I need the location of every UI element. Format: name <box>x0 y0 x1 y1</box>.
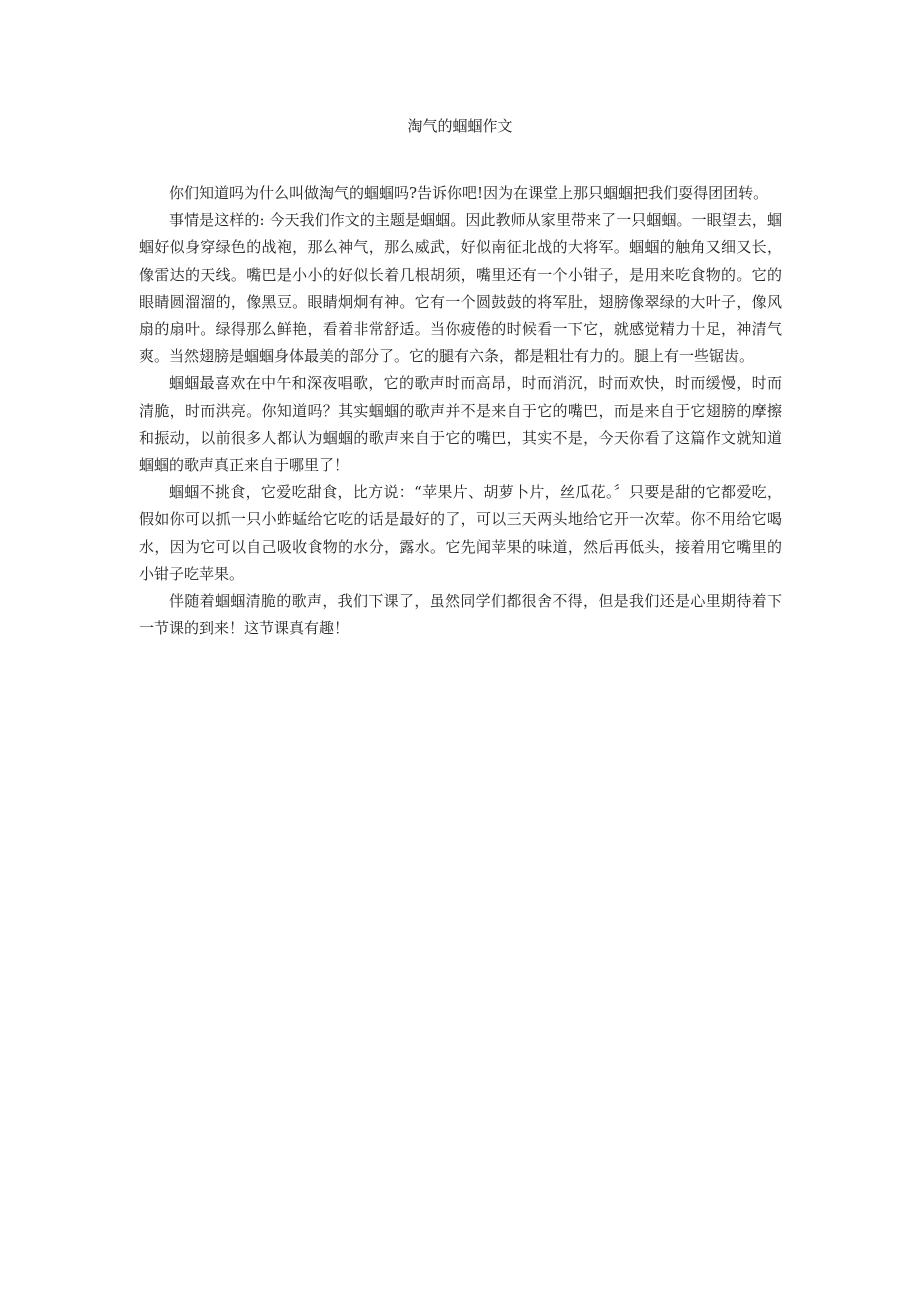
document-body <box>139 180 782 642</box>
document-title: 淘气的蝈蝈作文 <box>407 117 513 135</box>
paragraph-1: 你们知道吗为什么叫做淘气的蝈蝈吗?告诉你吧!因为在课堂上那只蝈蝈把我们耍得团团转。 <box>169 184 769 202</box>
paragraph-5: 伴随着蝈蝈清脆的歌声，我们下课了，虽然同学们都很舍不得，但是我们还是心里期待着下一节课的到来！这节课真有趣！ <box>139 592 782 638</box>
paragraph-2: 事情是这样的: 今天我们作文的主题是蝈蝈。因此教师从家里带来了一只蝈蝈。一眼望去，蝈蝈好似身穿绿色的战袍，那么神气，那么威武，好似南征北战的大将军。蝈蝈的触角又细又长，像雷达的天线。嘴巴是小小的好似长着几根胡须，嘴里还有一个小钳子，是用来吃食物的。它的眼睛圆溜溜的，像黑豆。眼睛炯炯有神。它有一个圆鼓鼓的将军肚，翅膀像翠绿的大叶子，像风扇的扇叶。绿得那么鲜艳，看着非常舒适。当你疲倦的时候看一下它，就感觉精力十足，神清气爽。当然翅膀是蝈蝈身体最美的部分了。它的腿有六条，都是粗壮有力的。腿上有一些锯齿。 <box>139 211 782 366</box>
paragraph-3: 蝈蝈最喜欢在中午和深夜唱歌，它的歌声时而高昂，时而消沉，时而欢快，时而缓慢，时而清脆，时而洪亮。你知道吗？其实蝈蝈的歌声并不是来自于它的嘴巴，而是来自于它翅膀的摩擦和振动，以前很多人都认为蝈蝈的歌声来自于它的嘴巴，其实不是，今天你看了这篇作文就知道蝈蝈的歌声真正来自于哪里了！ <box>139 374 782 475</box>
paragraph-4: 蝈蝈不挑食，它爱吃甜食，比方说：“苹果片、胡萝卜片，丝瓜花。〞只要是甜的它都爱吃，假如你可以抓一只小蚱蜢给它吃的话是最好的了，可以三天两头地给它开一次荤。你不用给它喝水，因为它可以自己吸收食物的水分，露水。它先闻苹果的味道，然后再低头，接着用它嘴里的小钳子吃苹果。 <box>139 483 782 583</box>
